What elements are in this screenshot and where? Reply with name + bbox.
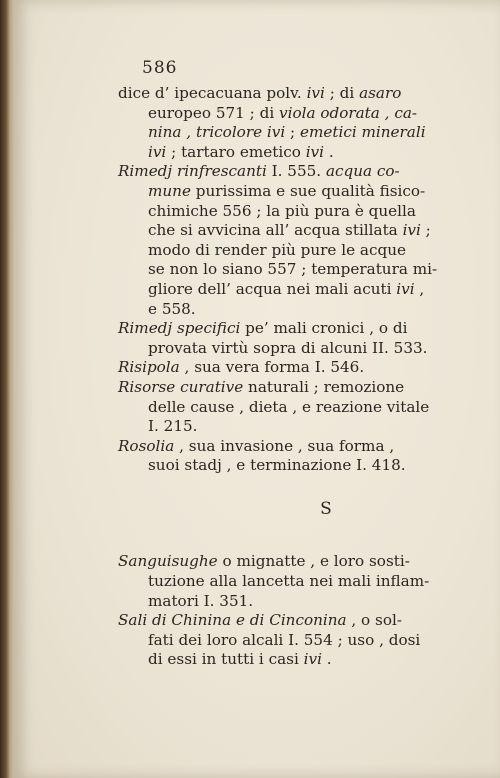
text-run: . xyxy=(321,650,332,669)
text-line xyxy=(118,417,474,437)
text-run: asaro xyxy=(359,84,402,102)
text-run: Rimedj rinfrescanti xyxy=(118,162,267,181)
text-run: o mignatte , e loro sosti- xyxy=(217,552,410,571)
text-run: ivi xyxy=(305,142,324,161)
text-line xyxy=(118,104,474,124)
index-entry-sanguisughe xyxy=(118,552,474,572)
text-line xyxy=(118,123,474,143)
text-run: tuzione alla lancetta nei mali inflam- xyxy=(148,572,430,591)
text-line xyxy=(118,241,474,261)
text-run: se non lo siano 557 ; temperatura mi- xyxy=(148,260,438,279)
text-run: ivi xyxy=(396,279,415,298)
index-text xyxy=(118,84,474,670)
index-entry-risorse-curative xyxy=(118,378,474,398)
text-line xyxy=(118,631,474,651)
text-run: suoi stadj , e terminazione I. 418. xyxy=(148,456,406,475)
index-entry-risipola xyxy=(118,358,474,378)
text-run: Rosolia xyxy=(118,436,175,455)
text-line xyxy=(118,182,474,202)
text-run: ; di xyxy=(324,84,360,102)
text-run: provata virtù sopra di alcuni II. 533. xyxy=(148,338,428,357)
text-run: Sanguisughe xyxy=(118,552,218,571)
text-run: , sua invasione , sua forma , xyxy=(174,436,395,455)
text-run: , sua vera forma I. 546. xyxy=(179,358,365,377)
text-run: chimiche 556 ; la più pura è quella xyxy=(148,201,416,220)
text-run: Rimedj specifici xyxy=(118,319,241,338)
text-run: I. 215. xyxy=(148,417,198,436)
text-line xyxy=(118,260,474,280)
text-run: modo di render più pure le acque xyxy=(148,240,406,259)
text-run: Risorse curative xyxy=(118,377,244,396)
text-line xyxy=(118,143,474,163)
index-entry-rosolia xyxy=(118,437,474,457)
text-run: , o sol- xyxy=(346,611,402,630)
text-line xyxy=(118,650,474,670)
text-line xyxy=(118,572,474,592)
text-run: viola odorata , ca- xyxy=(279,103,418,122)
text-line xyxy=(118,339,474,359)
text-run: di essi in tutti i casi xyxy=(148,650,304,669)
text-line xyxy=(118,280,474,300)
text-run: dice d’ ipecacuana polv. xyxy=(118,84,307,102)
text-run: ; xyxy=(285,123,300,142)
text-run: ivi xyxy=(402,221,421,240)
page xyxy=(14,0,500,778)
index-entry-rimedj-specifici xyxy=(118,319,474,339)
page-number: 586 xyxy=(142,58,178,78)
text-run: fati dei loro alcali I. 554 ; uso , dosi xyxy=(148,630,421,649)
text-line xyxy=(118,84,474,104)
text-line xyxy=(118,221,474,241)
text-run: Risipola xyxy=(118,358,180,377)
text-run: che si avvicina all’ acqua stillata xyxy=(148,221,403,240)
text-run: emetici minerali xyxy=(299,123,426,142)
section-letter-s xyxy=(118,500,474,520)
text-run: . xyxy=(324,142,334,161)
text-run: matori I. 351. xyxy=(148,591,254,610)
text-line xyxy=(118,456,474,476)
text-run: S xyxy=(320,498,332,519)
text-run: ; xyxy=(420,221,431,240)
text-run: gliore dell’ acqua nei mali acuti xyxy=(148,279,397,298)
text-run: nina , tricolore ivi xyxy=(148,123,286,142)
text-line xyxy=(118,300,474,320)
text-run: delle cause , dieta , e reazione vitale xyxy=(148,397,430,416)
index-entry-rimedj-rinfrescanti xyxy=(118,162,474,182)
text-line xyxy=(118,592,474,612)
text-run: Sali di Chinina e di Cinconina xyxy=(118,611,347,630)
text-run: mune xyxy=(148,181,191,200)
text-line xyxy=(118,398,474,418)
text-run: naturali ; remozione xyxy=(243,377,405,396)
text-run: acqua co- xyxy=(325,162,400,181)
text-run: ; tartaro emetico xyxy=(166,142,306,161)
text-run: e 558. xyxy=(148,299,196,318)
text-run: ivi xyxy=(303,650,322,669)
text-run: europeo 571 ; di xyxy=(148,103,280,122)
text-run: ivi xyxy=(306,84,325,102)
text-run: I. 555. xyxy=(266,162,326,181)
text-run: ivi xyxy=(148,142,167,161)
text-run: pe’ mali cronici , o di xyxy=(240,319,408,338)
text-run: , xyxy=(414,279,425,298)
index-entry-sali-di-chinina xyxy=(118,611,474,631)
text-run: purissima e sue qualità fisico- xyxy=(190,181,426,200)
text-line xyxy=(118,202,474,222)
